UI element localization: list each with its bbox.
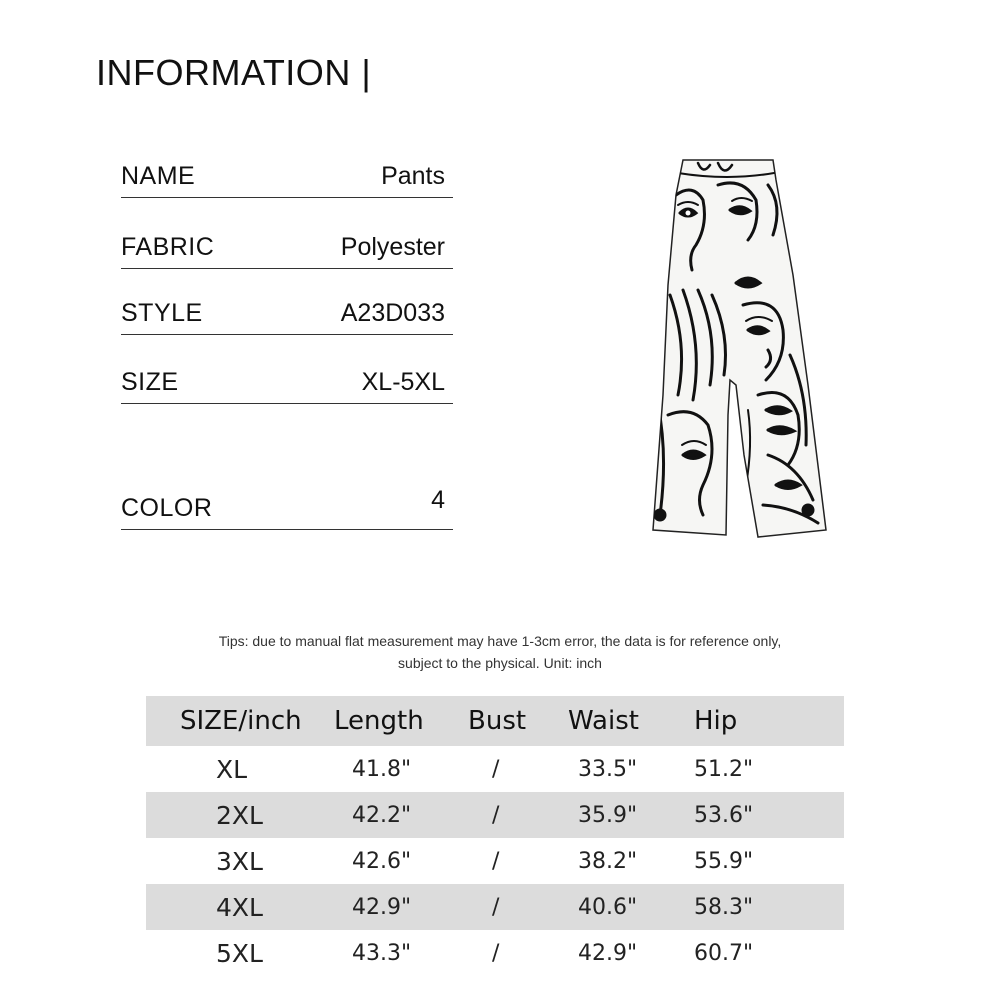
size-cell: 3XL [216, 846, 263, 876]
size-cell: 5XL [216, 938, 263, 968]
table-row [146, 792, 844, 838]
size-value: XL-5XL [361, 368, 445, 396]
bust-cell: / [492, 894, 500, 920]
hip-cell: 55.9" [694, 848, 754, 874]
bust-cell: / [492, 848, 500, 874]
info-row-fabric [121, 228, 453, 269]
size-chart-table [146, 696, 844, 976]
table-row [146, 884, 844, 930]
size-cell: 4XL [216, 892, 263, 922]
hip-cell: 60.7" [694, 940, 754, 966]
header-waist: Waist [568, 706, 639, 736]
waist-cell: 42.9" [578, 940, 638, 966]
table-row [146, 746, 844, 792]
tips-line-2: subject to the physical. Unit: inch [398, 655, 602, 671]
waist-cell: 35.9" [578, 802, 638, 828]
table-row [146, 930, 844, 976]
length-cell: 42.6" [352, 848, 412, 874]
info-row-style [121, 294, 453, 335]
bust-cell: / [492, 940, 500, 966]
waist-cell: 33.5" [578, 756, 638, 782]
color-label: COLOR [121, 494, 213, 522]
info-row-color [121, 486, 453, 530]
fabric-label: FABRIC [121, 233, 215, 261]
table-row [146, 838, 844, 884]
header-hip: Hip [694, 706, 738, 736]
waist-cell: 40.6" [578, 894, 638, 920]
color-value: 4 [431, 486, 445, 514]
size-cell: 2XL [216, 800, 263, 830]
hip-cell: 53.6" [694, 802, 754, 828]
hip-cell: 51.2" [694, 756, 754, 782]
length-cell: 42.9" [352, 894, 412, 920]
header-length: Length [334, 706, 424, 736]
hip-cell: 58.3" [694, 894, 754, 920]
name-label: NAME [121, 162, 196, 190]
style-value: A23D033 [340, 299, 445, 327]
wide-leg-pants-face-print-image [648, 155, 848, 540]
length-cell: 43.3" [352, 940, 412, 966]
page-title: INFORMATION | [96, 52, 372, 93]
waist-cell: 38.2" [578, 848, 638, 874]
table-header-row [146, 696, 844, 746]
header-size: SIZE/inch [180, 706, 302, 736]
length-cell: 42.2" [352, 802, 412, 828]
size-cell: XL [216, 754, 248, 784]
info-row-size [121, 363, 453, 404]
size-label: SIZE [121, 368, 179, 396]
tips-line-1: Tips: due to manual flat measurement may have 1-3cm error, the data is for reference only, [218, 633, 782, 649]
fabric-value: Polyester [340, 233, 445, 261]
bust-cell: / [492, 756, 500, 782]
info-row-name [121, 157, 453, 198]
style-label: STYLE [121, 299, 203, 327]
name-value: Pants [381, 162, 445, 190]
length-cell: 41.8" [352, 756, 412, 782]
bust-cell: / [492, 802, 500, 828]
header-bust: Bust [468, 706, 527, 736]
